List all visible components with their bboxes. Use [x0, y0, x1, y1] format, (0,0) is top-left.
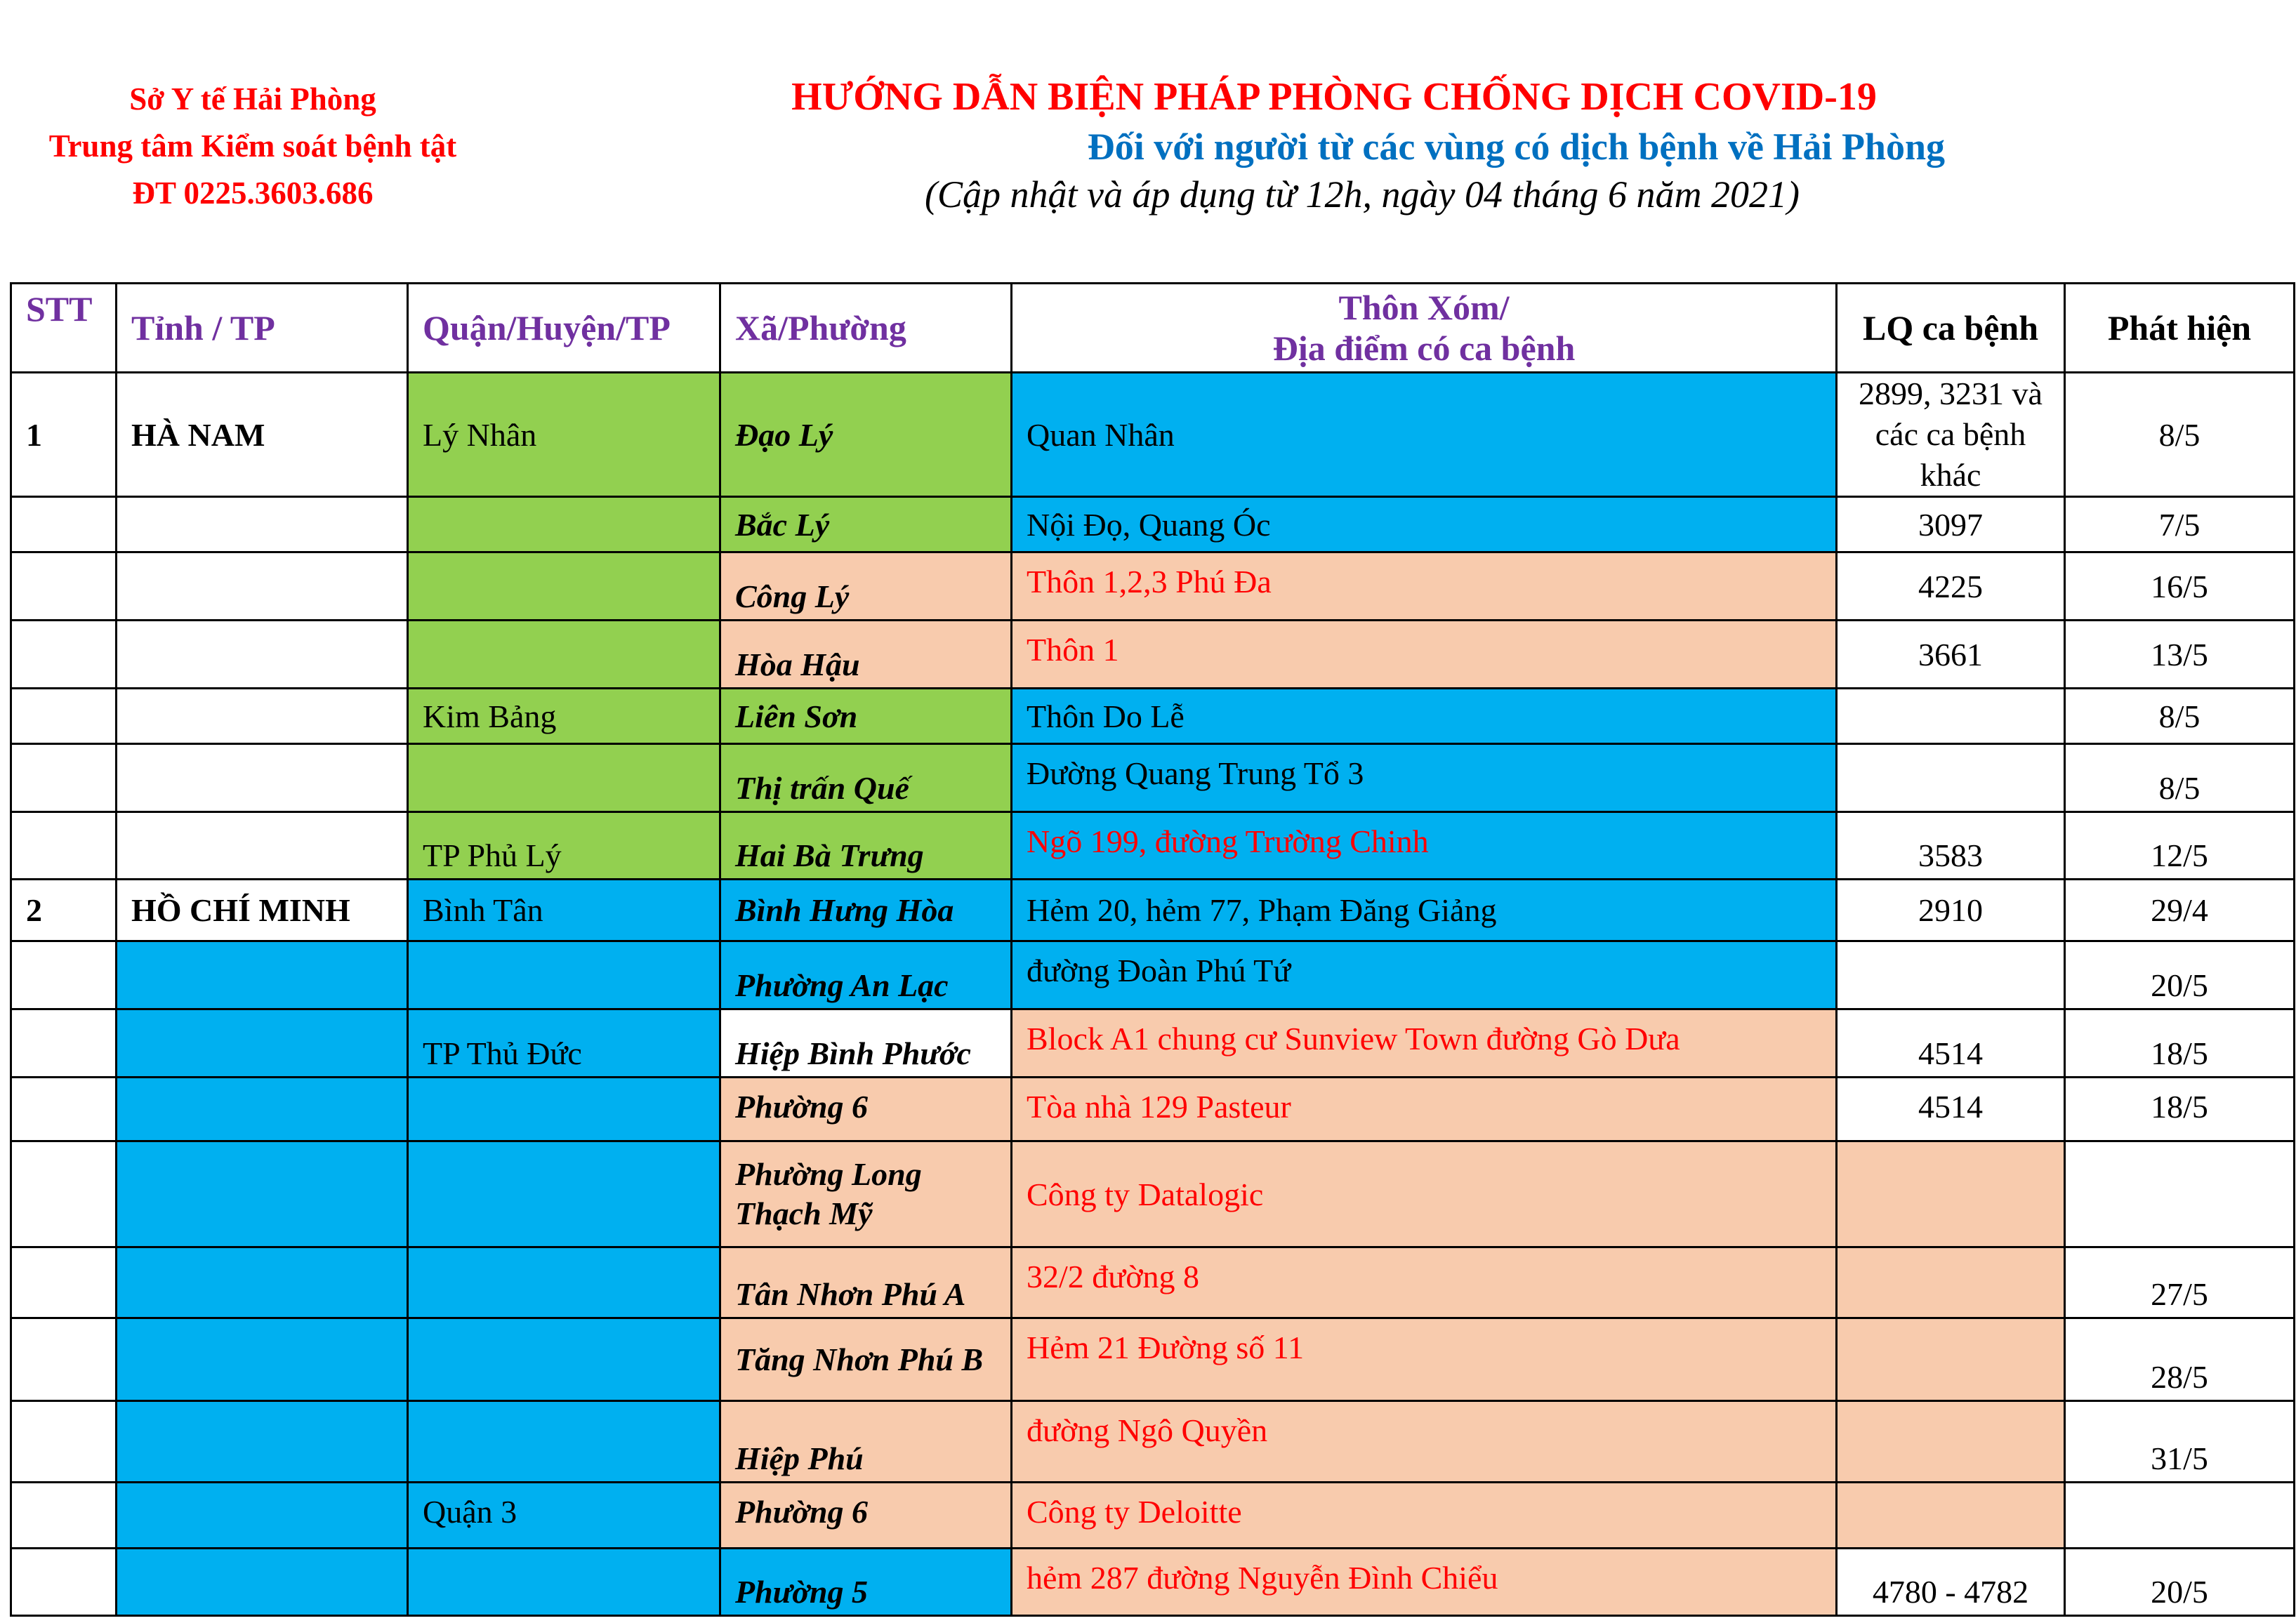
cell-district: Kim Bảng: [408, 689, 720, 744]
cell-commune: Phường 6: [720, 1483, 1012, 1549]
issuer-line-1: Sở Y tế Hải Phòng: [129, 81, 376, 117]
cell-detected: 20/5: [2065, 941, 2295, 1009]
cell-stt: [11, 1078, 117, 1141]
cell-commune: Liên Sơn: [720, 689, 1012, 744]
cell-commune: Hòa Hậu: [720, 621, 1012, 689]
cell-commune: Hiệp Bình Phước: [720, 1009, 1012, 1078]
table-row: [11, 373, 2295, 497]
header-district: Quận/Huyện/TP: [408, 284, 720, 373]
cell-location: Quan Nhân: [1012, 373, 1837, 497]
cell-province: [117, 1078, 408, 1141]
cell-detected: 7/5: [2065, 497, 2295, 552]
cell-detected: 8/5: [2065, 744, 2295, 812]
cell-related-case: [1837, 941, 2065, 1009]
cell-stt: [11, 1141, 117, 1247]
cell-district: [408, 744, 720, 812]
cell-stt: [11, 1247, 117, 1318]
cell-location: Nội Đọ, Quang Óc: [1012, 497, 1837, 552]
cell-location: Thôn 1,2,3 Phú Đa: [1012, 552, 1837, 621]
cell-location: Thôn 1: [1012, 621, 1837, 689]
cell-location: hẻm 287 đường Nguyễn Đình Chiểu: [1012, 1549, 1837, 1616]
cell-commune: Bình Hưng Hòa: [720, 880, 1012, 941]
cell-district: [408, 1549, 720, 1616]
table-row: [11, 1078, 2295, 1141]
table-row: [11, 1009, 2295, 1078]
cell-district: [408, 552, 720, 621]
document-subtitle: Đối với người từ các vùng có dịch bệnh về Hải Phòng: [1087, 126, 1945, 168]
cell-detected: 8/5: [2065, 373, 2295, 497]
header-location: [1012, 284, 1837, 373]
cell-stt: [11, 1009, 117, 1078]
table-row: [11, 1141, 2295, 1247]
table-row: [11, 497, 2295, 552]
cell-stt: [11, 1401, 117, 1483]
cell-province: [117, 941, 408, 1009]
cell-location: Đường Quang Trung Tổ 3: [1012, 744, 1837, 812]
cell-province: [117, 621, 408, 689]
cell-detected: 18/5: [2065, 1009, 2295, 1078]
cell-province: [117, 1318, 408, 1401]
cell-detected: 18/5: [2065, 1078, 2295, 1141]
issuer-line-2: Trung tâm Kiểm soát bệnh tật: [48, 128, 457, 164]
cell-province: [117, 744, 408, 812]
cell-province: [117, 497, 408, 552]
cell-related-case: [1837, 1141, 2065, 1247]
issuer-phone: ĐT 0225.3603.686: [132, 175, 374, 211]
document-title: HƯỚNG DẪN BIỆN PHÁP PHÒNG CHỐNG DỊCH COVID-19: [791, 75, 1877, 119]
issuer-block: [0, 76, 506, 217]
cell-related-case: 4225: [1837, 552, 2065, 621]
cell-district: [408, 1401, 720, 1483]
cell-related-case: [1837, 1401, 2065, 1483]
cell-related-case: 4780 - 4782: [1837, 1549, 2065, 1616]
cell-commune: Hiệp Phú: [720, 1401, 1012, 1483]
cell-related-case: [1837, 744, 2065, 812]
cell-location: Tòa nhà 129 Pasteur: [1012, 1078, 1837, 1141]
cell-location: Thôn Do Lễ: [1012, 689, 1837, 744]
cell-detected: 13/5: [2065, 621, 2295, 689]
cell-commune: Phường An Lạc: [720, 941, 1012, 1009]
cell-province: HÀ NAM: [117, 373, 408, 497]
cell-location: đường Đoàn Phú Tứ: [1012, 941, 1837, 1009]
cell-related-case: 4514: [1837, 1078, 2065, 1141]
header-detected: Phát hiện: [2065, 284, 2295, 373]
cell-province: [117, 1009, 408, 1078]
cell-commune: Phường 5: [720, 1549, 1012, 1616]
cell-commune: Phường Long Thạch Mỹ: [720, 1141, 1012, 1247]
table-row: [11, 1401, 2295, 1483]
cell-commune: Tăng Nhơn Phú B: [720, 1318, 1012, 1401]
cell-stt: [11, 1549, 117, 1616]
table-row: [11, 1549, 2295, 1616]
cell-stt: [11, 689, 117, 744]
cell-stt: [11, 812, 117, 880]
cell-district: [408, 941, 720, 1009]
cell-district: [408, 1141, 720, 1247]
cell-location: Công ty Datalogic: [1012, 1141, 1837, 1247]
cell-related-case: [1837, 1483, 2065, 1549]
cell-detected: [2065, 1141, 2295, 1247]
cell-stt: [11, 744, 117, 812]
header-location-line-1: Thôn Xóm/: [1338, 288, 1510, 327]
cell-province: [117, 812, 408, 880]
cell-stt: [11, 1483, 117, 1549]
cell-district: TP Phủ Lý: [408, 812, 720, 880]
cell-stt: [11, 1318, 117, 1401]
cell-district: TP Thủ Đức: [408, 1009, 720, 1078]
cell-location: Công ty Deloitte: [1012, 1483, 1837, 1549]
cell-stt: [11, 621, 117, 689]
cell-province: [117, 1401, 408, 1483]
cell-location: Block A1 chung cư Sunview Town đường Gò Dưa: [1012, 1009, 1837, 1078]
document-update-note: (Cập nhật và áp dụng từ 12h, ngày 04 tháng 6 năm 2021): [925, 173, 1800, 216]
cell-detected: 29/4: [2065, 880, 2295, 941]
outbreak-locations-table: [10, 282, 2295, 1617]
cell-district: [408, 1247, 720, 1318]
cell-district: [408, 621, 720, 689]
cell-related-case: 3097: [1837, 497, 2065, 552]
cell-province: HỒ CHÍ MINH: [117, 880, 408, 941]
header-related-case: LQ ca bệnh: [1837, 284, 2065, 373]
table-row: [11, 880, 2295, 941]
cell-province: [117, 552, 408, 621]
table-row: [11, 1483, 2295, 1549]
cell-province: [117, 1247, 408, 1318]
table-row: [11, 1318, 2295, 1401]
table-row: [11, 941, 2295, 1009]
cell-location: 32/2 đường 8: [1012, 1247, 1837, 1318]
cell-commune: Thị trấn Quế: [720, 744, 1012, 812]
table-row: [11, 621, 2295, 689]
document-heading: [702, 70, 1966, 219]
cell-detected: 31/5: [2065, 1401, 2295, 1483]
cell-location: Ngõ 199, đường Trường Chinh: [1012, 812, 1837, 880]
header-stt: STT: [11, 284, 117, 373]
cell-detected: 27/5: [2065, 1247, 2295, 1318]
header-location-line-2: Địa điểm có ca bệnh: [1272, 329, 1576, 368]
cell-commune: Phường 6: [720, 1078, 1012, 1141]
table-row: [11, 689, 2295, 744]
cell-province: [117, 1549, 408, 1616]
cell-stt: [11, 497, 117, 552]
cell-district: [408, 1318, 720, 1401]
cell-district: Bình Tân: [408, 880, 720, 941]
cell-detected: 16/5: [2065, 552, 2295, 621]
cell-district: Lý Nhân: [408, 373, 720, 497]
header-commune: Xã/Phường: [720, 284, 1012, 373]
cell-detected: [2065, 1483, 2295, 1549]
cell-stt: 1: [11, 373, 117, 497]
cell-stt: 2: [11, 880, 117, 941]
cell-detected: 8/5: [2065, 689, 2295, 744]
cell-related-case: 2910: [1837, 880, 2065, 941]
cell-district: Quận 3: [408, 1483, 720, 1549]
cell-related-case: [1837, 689, 2065, 744]
cell-commune: Đạo Lý: [720, 373, 1012, 497]
cell-commune: Bắc Lý: [720, 497, 1012, 552]
cell-related-case: [1837, 1318, 2065, 1401]
cell-related-case: 2899, 3231 và các ca bệnh khác: [1837, 373, 2065, 497]
table-header-row: [11, 284, 2295, 373]
cell-detected: 20/5: [2065, 1549, 2295, 1616]
cell-location: Hẻm 21 Đường số 11: [1012, 1318, 1837, 1401]
cell-location: Hẻm 20, hẻm 77, Phạm Đăng Giảng: [1012, 880, 1837, 941]
cell-related-case: 4514: [1837, 1009, 2065, 1078]
cell-stt: [11, 941, 117, 1009]
cell-district: [408, 1078, 720, 1141]
cell-province: [117, 689, 408, 744]
table-row: [11, 1247, 2295, 1318]
header-province: Tỉnh / TP: [117, 284, 408, 373]
cell-detected: 12/5: [2065, 812, 2295, 880]
cell-related-case: 3583: [1837, 812, 2065, 880]
cell-related-case: [1837, 1247, 2065, 1318]
cell-location: đường Ngô Quyền: [1012, 1401, 1837, 1483]
cell-province: [117, 1483, 408, 1549]
table-row: [11, 552, 2295, 621]
cell-related-case: 3661: [1837, 621, 2065, 689]
cell-detected: 28/5: [2065, 1318, 2295, 1401]
cell-stt: [11, 552, 117, 621]
cell-commune: Hai Bà Trưng: [720, 812, 1012, 880]
table-row: [11, 812, 2295, 880]
table-row: [11, 744, 2295, 812]
cell-district: [408, 497, 720, 552]
cell-province: [117, 1141, 408, 1247]
cell-commune: Công Lý: [720, 552, 1012, 621]
cell-commune: Tân Nhơn Phú A: [720, 1247, 1012, 1318]
